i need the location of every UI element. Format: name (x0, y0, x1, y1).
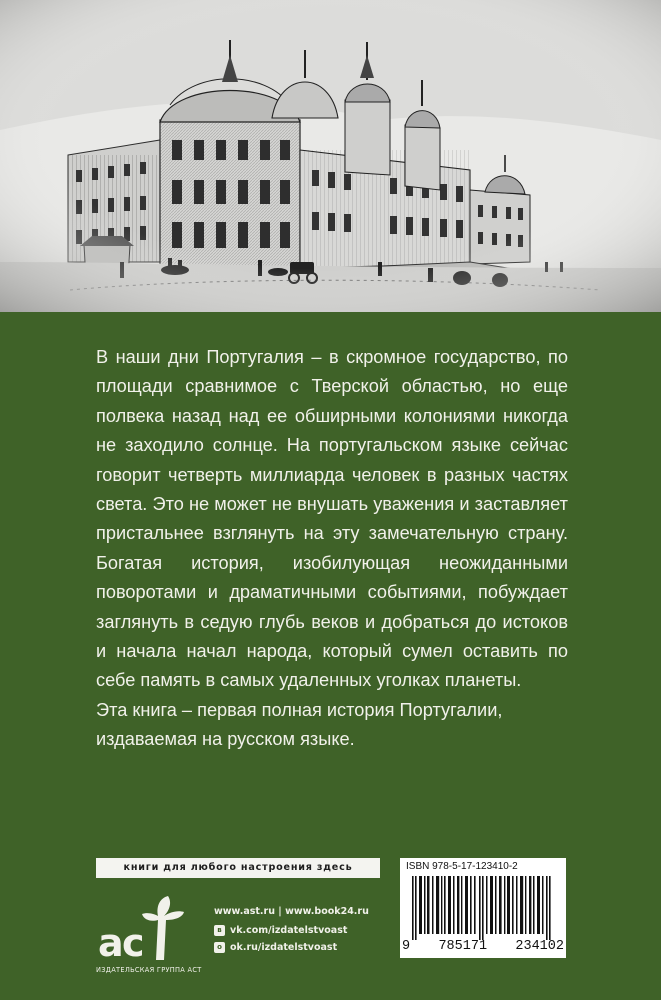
ast-logo (96, 890, 200, 966)
tagline-banner: книги для любого настроения здесь (96, 858, 380, 878)
svg-text:c: c (122, 921, 145, 965)
blurb-paragraph: В наши дни Португалия – в скромное государство, по площади сравнимое с Тверской областью, но еще полвека назад над ее обширными колониями никогда не заходило солнце. На португальском языке сейчас говорит четверть миллиарда человек в разных частях света. Это не может не внушать уважения и заставляет пристальнее взглянуть на эту замечательную страну. Богатая история, изобилующая неожиданными поворотами и драматичными событиями, побуждает заглянуть в седую глубь веков и добраться до истоков и начала начал народа, который сумел оставить по себе память в самых удаленных уголках планеты. (96, 347, 568, 691)
palace-engraving-illustration (0, 0, 661, 312)
isbn-number: ISBN 978-5-17-123410-2 (406, 861, 518, 872)
vk-link[interactable] (214, 925, 347, 936)
vk-link-text: vk.com/izdatelstvoast (230, 925, 348, 936)
barcode-digits (402, 939, 564, 954)
barcode-digit-group: 9 (402, 939, 411, 954)
ok-link[interactable] (214, 942, 337, 953)
publisher-caption: ИЗДАТЕЛЬСКАЯ ГРУППА АСТ (96, 966, 202, 974)
barcode-digit-group: 785171 (438, 939, 488, 954)
ok-link-text: ok.ru/izdatelstvoast (230, 942, 338, 953)
svg-text:a: a (98, 921, 124, 965)
blurb-paragraph: Эта книга – первая полная история Португалии, издаваемая на русском языке. (96, 699, 503, 750)
publisher-websites[interactable]: www.ast.ru | www.book24.ru (214, 906, 369, 917)
ok-icon: о (214, 942, 225, 953)
blurb-text (96, 343, 568, 755)
vk-icon: в (214, 925, 225, 936)
isbn-barcode-box (400, 858, 566, 958)
barcode-digit-group: 234102 (515, 939, 564, 954)
barcode (408, 876, 558, 940)
